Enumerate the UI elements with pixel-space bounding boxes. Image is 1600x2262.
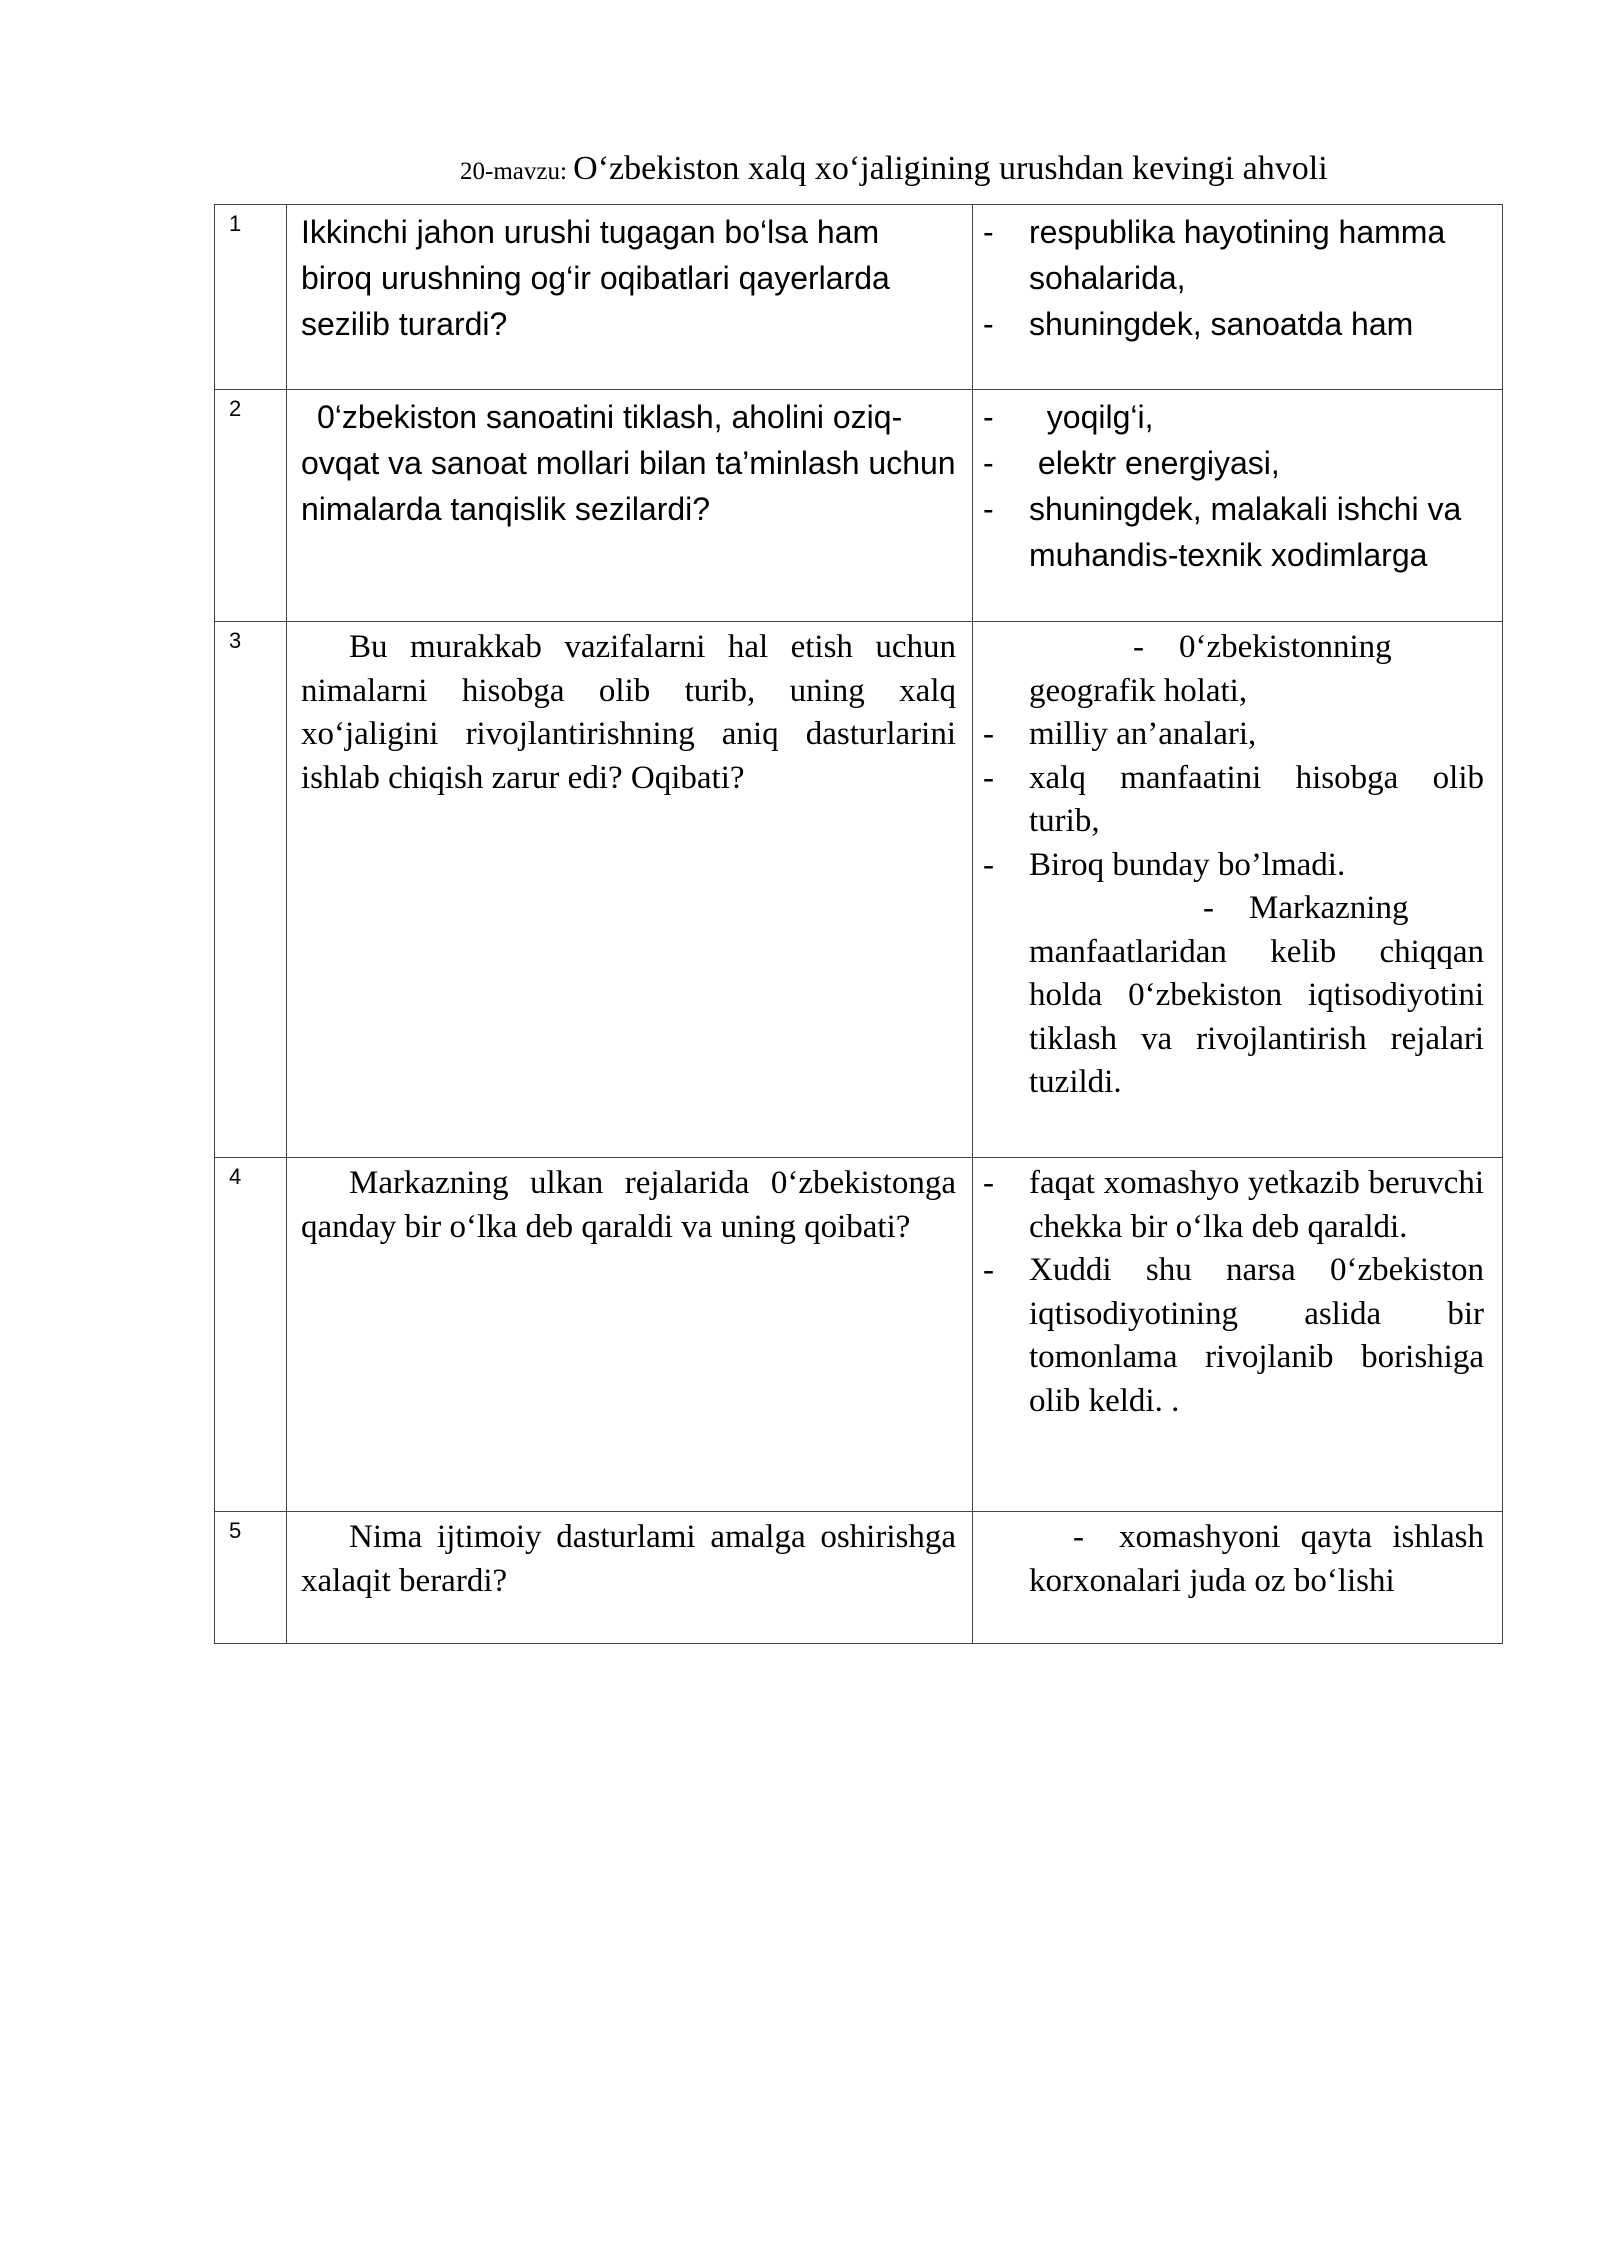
answer-cell: [973, 1512, 1503, 1644]
topic-title: O‘zbekiston xalq xo‘jaligining urushdan kevingi ahvoli: [573, 150, 1328, 187]
question-cell: Markazning ulkan rejalarida 0‘zbekistonga qanday bir o‘lka deb qaraldi va uning qoibati?: [287, 1158, 973, 1512]
answer-item: - Xuddi shu narsa 0‘zbekiston iqtisodiyotining aslida bir tomonlama rivojlanib borishiga olib keldi. .: [1029, 1249, 1484, 1423]
answer-item: - elektr energiyasi,: [1029, 440, 1484, 486]
qa-table: [214, 204, 1503, 1644]
row-number: 5: [215, 1512, 287, 1644]
row-number: 2: [215, 390, 287, 622]
table-row: [215, 1158, 1503, 1512]
answer-list: [1029, 1162, 1484, 1423]
answer-item: - Biroq bunday bo’lmadi.: [1029, 844, 1484, 888]
table-row: [215, 1512, 1503, 1644]
answer-item: - shuningdek, sanoatda ham: [1029, 301, 1484, 347]
table-row: [215, 622, 1503, 1158]
answer-cell: [973, 205, 1503, 390]
question-cell: Bu murakkab vazifalarni hal etish uchun nimalarni hisobga olib turib, uning xalq xo‘jaligini rivojlantirishning aniq dasturlarini ishlab chiqish zarur edi? Oqibati?: [287, 622, 973, 1158]
row-number: 3: [215, 622, 287, 1158]
document-title: [460, 150, 1460, 188]
answer-item: - Markazning manfaatlaridan kelib chiqqan holda 0‘zbekiston iqtisodiyotini tiklash va rivojlantirish rejalari tuzildi.: [1029, 887, 1484, 1105]
answer-cell: [973, 1158, 1503, 1512]
answer-item: - respublika hayotining hamma sohalarida,: [1029, 209, 1484, 301]
answer-list: [1029, 209, 1484, 347]
answer-item: - faqat xomashyo yetkazib beruvchi chekka bir o‘lka deb qaraldi.: [1029, 1162, 1484, 1249]
answer-cell: [973, 622, 1503, 1158]
table-row: [215, 205, 1503, 390]
answer-cell: [973, 390, 1503, 622]
answer-item: - xalq manfaatini hisobga olib turib,: [1029, 757, 1484, 844]
table-row: [215, 390, 1503, 622]
row-number: 4: [215, 1158, 287, 1512]
answer-item: - yoqilg‘i,: [1029, 394, 1484, 440]
row-number: 1: [215, 205, 287, 390]
question-cell: 0‘zbekiston sanoatini tiklash, aholini oziq-ovqat va sanoat mollari bilan ta’minlash uchun nimalarda tanqislik sezilardi?: [287, 390, 973, 622]
answer-item: - shuningdek, malakali ishchi va muhandis-texnik xodimlarga: [1029, 486, 1484, 578]
answer-list: [1029, 1516, 1484, 1603]
answer-list: [1029, 626, 1484, 1105]
answer-item: - xomashyoni qayta ishlash korxonalari juda oz bo‘lishi: [1029, 1516, 1484, 1603]
answer-list: [1029, 394, 1484, 578]
answer-item: - 0‘zbekistonning geografik holati,: [1029, 626, 1484, 713]
question-cell: Ikkinchi jahon urushi tugagan bo‘lsa ham biroq urushning og‘ir oqibatlari qayerlarda sezilib turardi?: [287, 205, 973, 390]
answer-item: - milliy an’analari,: [1029, 713, 1484, 757]
topic-number: 20-mavzu:: [460, 158, 574, 185]
question-cell: Nima ijtimoiy dasturlami amalga oshirishga xalaqit berardi?: [287, 1512, 973, 1644]
